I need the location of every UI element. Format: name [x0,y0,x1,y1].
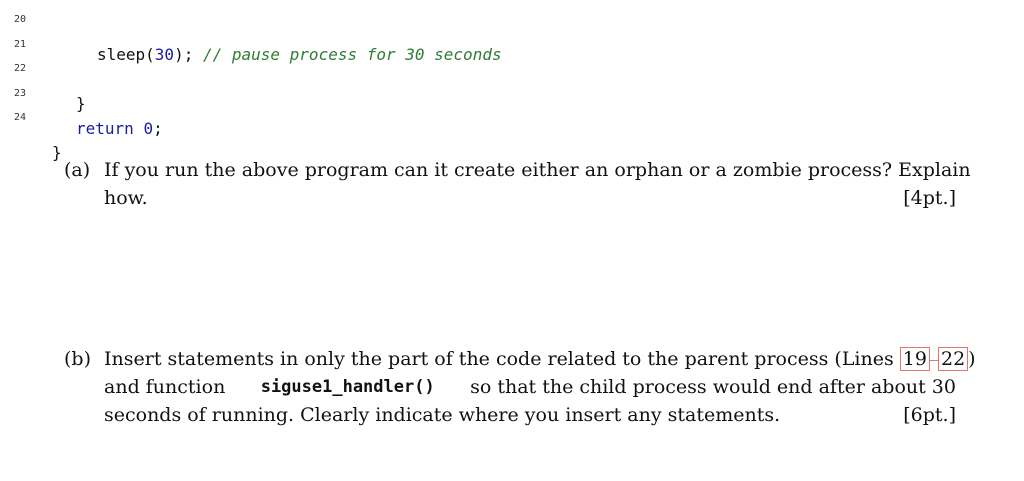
question-line [104,345,976,373]
question-line [104,373,956,401]
code-comment: // pause process for 30 seconds [202,45,502,64]
question-text [104,156,971,212]
question-line [104,401,956,429]
question-line-content [104,345,976,373]
line-number: 20 [14,14,27,25]
code-call: sleep( [97,45,155,64]
line-ref-link[interactable]: 19 [900,347,930,371]
question-line [104,156,971,184]
points-label: [4pt.] [903,187,956,209]
code-number: 0 [143,119,154,138]
code-brace: } [76,94,86,113]
code-text [97,44,502,66]
question-line-text: how. [104,187,148,209]
points-label: [6pt.] [903,404,956,426]
code-keyword: return [76,119,134,138]
code-line-21 [0,33,27,55]
line-number: 23 [14,88,27,99]
ref-dash [930,360,938,361]
line-ref-link[interactable]: 22 [938,347,968,371]
question-line [104,184,956,212]
question-b [64,345,976,429]
code-number: 30 [154,45,175,64]
code-punct: ); [174,45,194,64]
question-line-text: seconds of running. Clearly indicate where you insert any statements. [104,404,781,426]
code-text [76,118,163,140]
question-line-text: If you run the above program can it create either an orphan or a zombie process? Explain [104,159,971,181]
line-number: 21 [14,39,27,50]
question-label: (b) [64,348,91,370]
line-number: 24 [14,112,27,123]
function-name: siguse1_handler() [260,377,435,397]
question-text [104,345,976,429]
question-line-text: so that the child process would end after about 30 [470,376,956,398]
line-number: 22 [14,63,27,74]
code-line-24 [0,106,62,162]
question-line-text: ) [968,348,976,370]
question-a [64,156,971,212]
question-line-text: Insert statements in only the part of the code related to the parent process (Lines [104,348,894,370]
code-brace: } [52,143,62,162]
question-line-text: and function [104,376,226,398]
question-label: (a) [64,159,91,181]
code-punct: ; [153,119,163,138]
